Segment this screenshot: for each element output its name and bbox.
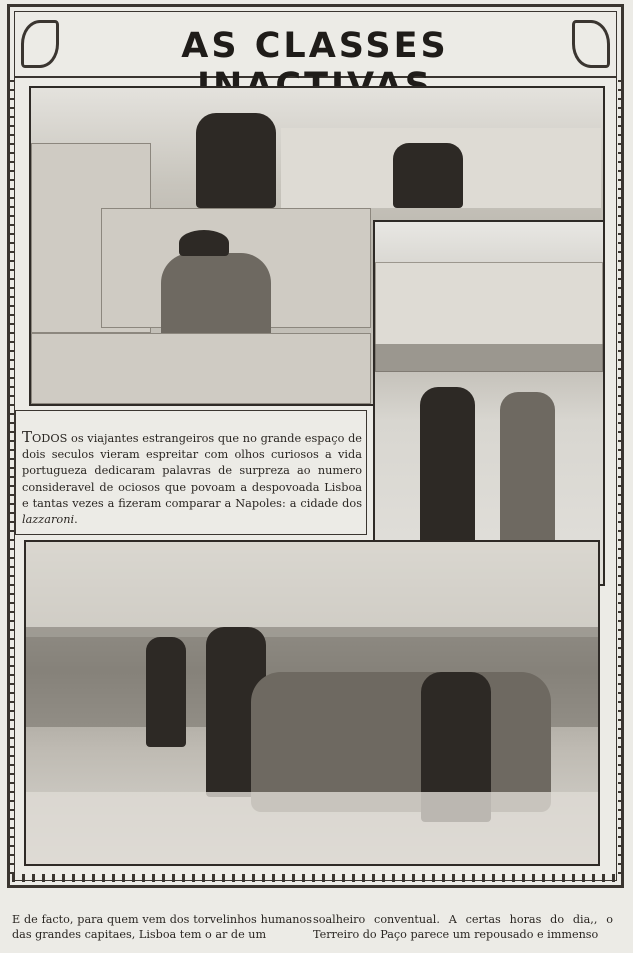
right-scroll-ornament-icon — [572, 20, 610, 68]
intro-emphasis: lazzaroni — [22, 513, 75, 527]
man-leaning — [393, 143, 463, 208]
intro-paragraph — [22, 429, 362, 528]
intro-text-box — [15, 410, 367, 535]
intro-text: ODOS os viajantes estrangeiros que no grande espaço de dois seculos vieram espreitar com olhos curiosos a vida portugueza dedicaram palavras de surpreza ao numero consideravel de ociosos que povoam a despovoada Lisboa e tantas vezes a fizeram comparar a Napoles: a cidade dos — [22, 432, 362, 510]
page-title: AS CLASSES — [181, 26, 449, 66]
text-column-left: E de facto, para quem vem dos torvelinhos humanos das grandes capitaes, Lisboa tem o ar de um — [12, 913, 312, 941]
intro-end: . — [74, 513, 78, 527]
steps — [31, 333, 371, 404]
left-border-ornament — [8, 80, 14, 875]
right-photo — [373, 220, 605, 586]
seated-group — [251, 672, 551, 812]
left-scroll-ornament-icon — [21, 20, 59, 68]
bottom-border-ornament — [12, 874, 620, 882]
drop-cap: T — [22, 428, 33, 446]
text-column-right: soalheiro conventual. A certas horas do dia,, o Terreiro do Paço parece um repousado e immenso — [313, 913, 613, 941]
title-banner — [15, 12, 616, 78]
bottom-photo — [24, 540, 600, 866]
paved-ground — [26, 792, 598, 864]
tree-row — [375, 344, 603, 372]
man-background — [146, 637, 186, 747]
right-border-ornament — [618, 80, 624, 875]
man-from-behind — [196, 113, 276, 208]
hat-icon — [179, 230, 229, 256]
background-buildings — [26, 542, 598, 637]
